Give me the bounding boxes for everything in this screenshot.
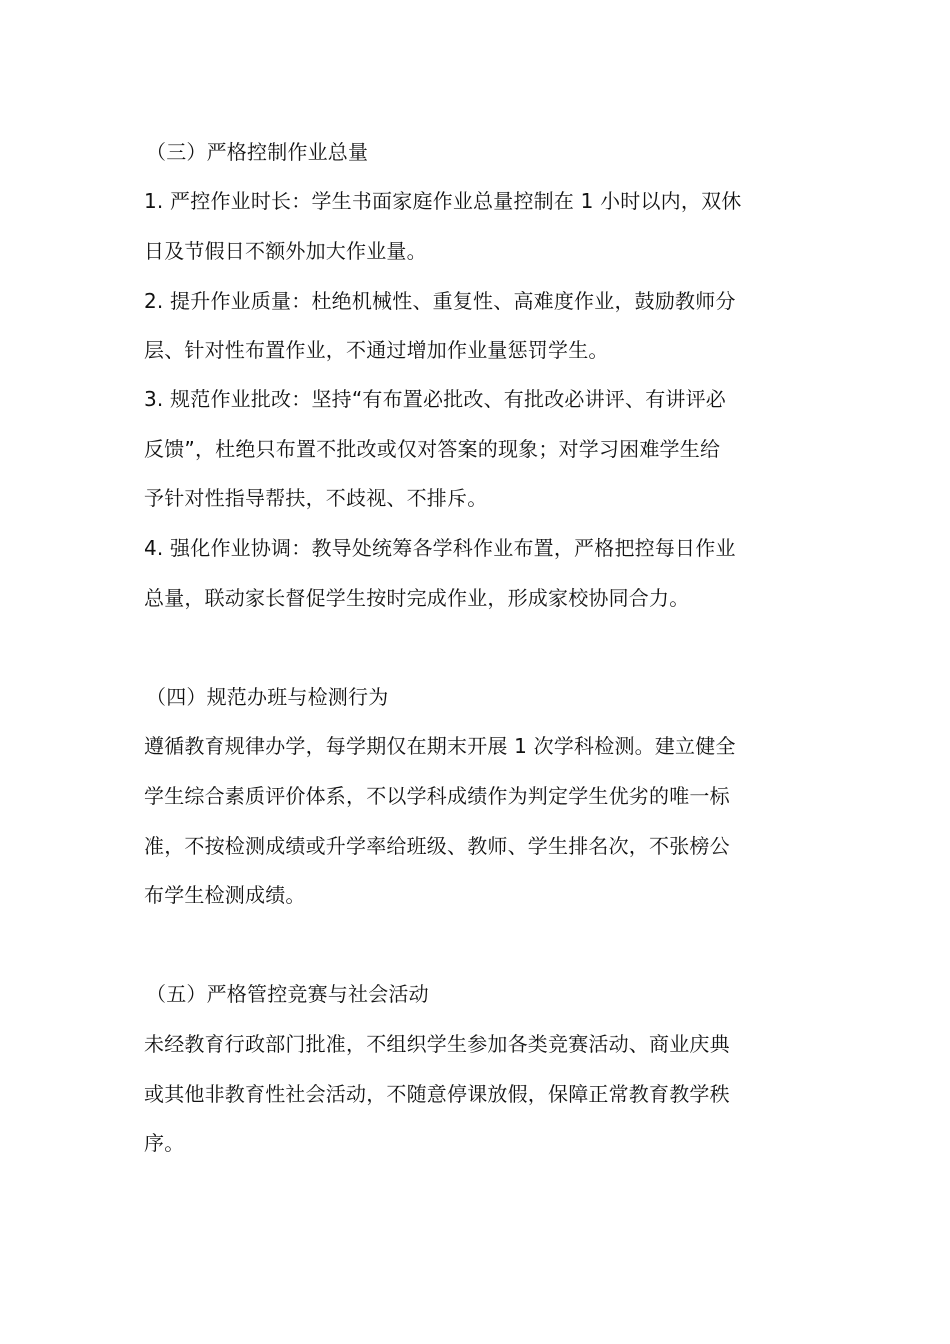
section-heading-3: （三）严格控制作业总量	[146, 140, 369, 164]
paragraph-line: 总量，联动家长督促学生按时完成作业，形成家校协同合力。	[144, 586, 690, 610]
paragraph-line: 反馈”，杜绝只布置不批改或仅对答案的现象；对学习困难学生给	[144, 437, 721, 461]
paragraph-line: 层、针对性布置作业，不通过增加作业量惩罚学生。	[144, 338, 609, 362]
paragraph-line: 2. 提升作业质量：杜绝机械性、重复性、高难度作业，鼓励教师分	[144, 289, 736, 313]
paragraph-line: 序。	[144, 1131, 185, 1155]
paragraph-line: 遵循教育规律办学，每学期仅在期末开展 1 次学科检测。建立健全	[144, 734, 736, 758]
paragraph-line: 1. 严控作业时长：学生书面家庭作业总量控制在 1 小时以内，双休	[144, 189, 742, 213]
paragraph-line: 未经教育行政部门批准，不组织学生参加各类竞赛活动、商业庆典	[144, 1032, 730, 1056]
section-heading-4: （四）规范办班与检测行为	[146, 685, 389, 709]
paragraph-line: 4. 强化作业协调：教导处统筹各学科作业布置，严格把控每日作业	[144, 536, 736, 560]
paragraph-line: 布学生检测成绩。	[144, 883, 306, 907]
section-heading-5: （五）严格管控竞赛与社会活动	[146, 982, 429, 1006]
paragraph-line: 或其他非教育性社会活动，不随意停课放假，保障正常教育教学秩	[144, 1082, 730, 1106]
paragraph-line: 3. 规范作业批改：坚持“有布置必批改、有批改必讲评、有讲评必	[144, 387, 727, 411]
paragraph-line: 日及节假日不额外加大作业量。	[144, 239, 427, 263]
paragraph-line: 准，不按检测成绩或升学率给班级、教师、学生排名次，不张榜公	[144, 834, 730, 858]
paragraph-line: 予针对性指导帮扶，不歧视、不排斥。	[144, 486, 488, 510]
paragraph-line: 学生综合素质评价体系，不以学科成绩作为判定学生优劣的唯一标	[144, 784, 730, 808]
